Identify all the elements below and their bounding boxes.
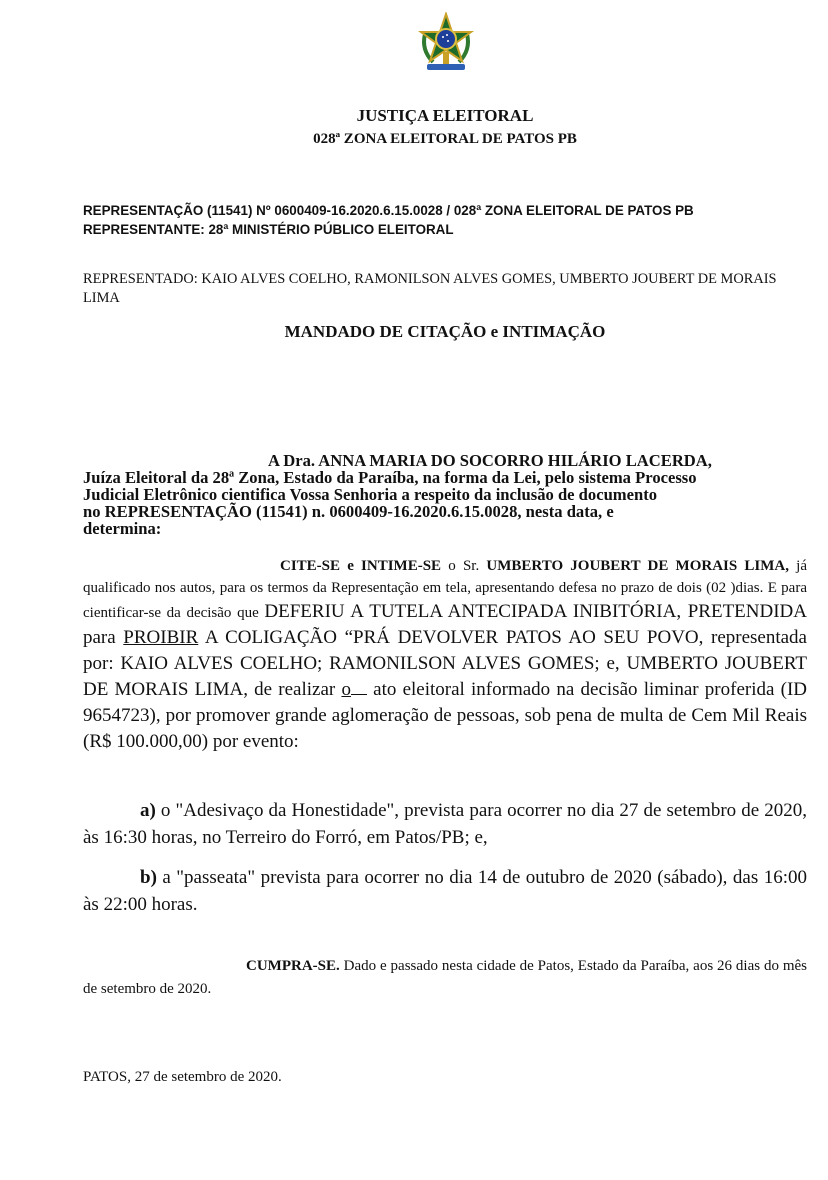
- item-a-label: a): [140, 800, 156, 821]
- process-number: REPRESENTAÇÃO (11541) Nº 0600409-16.2020.6.15.0028 / 028ª ZONA ELEITORAL DE PATOS PB: [83, 203, 694, 218]
- document-title: MANDADO DE CITAÇÃO e INTIMAÇÃO: [284, 322, 606, 341]
- citation-text-1: já qualificado nos autos, para os termos da Representação em tela, apresentando defesa no prazo de dois (02 )dias. E para cientificar-se da decisão que: [83, 558, 808, 621]
- intro-line-3: Judicial Eletrônico cientifica Vossa Senhoria a respeito da inclusão de documento: [83, 485, 658, 504]
- underline-gap: [351, 682, 367, 695]
- coat-of-arms-emblem: [413, 12, 479, 76]
- citation-sr: o Sr.: [441, 558, 487, 574]
- institution-heading: JUSTIÇA ELEITORAL: [356, 106, 534, 125]
- zone-heading: 028ª ZONA ELEITORAL DE PATOS PB: [313, 131, 577, 147]
- citation-text-2: DEFERIU A TUTELA ANTECIPADA INIBITÓRIA, PRETENDIDA para: [83, 601, 807, 648]
- closing-paragraph: [83, 955, 807, 1001]
- representado-line: REPRESENTADO: KAIO ALVES COELHO, RAMONILSON ALVES GOMES, UMBERTO JOUBERT DE MORAIS LIMA: [83, 271, 777, 306]
- item-a-text: o "Adesivaço da Honestidade", prevista para ocorrer no dia 27 de setembro de 2020, às 16:30 horas, no Terreiro do Forró, em Patos/PB; e,: [83, 800, 807, 848]
- citation-name: UMBERTO JOUBERT DE MORAIS LIMA,: [486, 558, 789, 574]
- item-b: [83, 864, 807, 918]
- intro-line-1: A Dra. ANNA MARIA DO SOCORRO HILÁRIO LACERDA,: [268, 451, 712, 470]
- closing-text: Dado e passado nesta cidade de Patos, Estado da Paraíba, aos 26 dias do mês de setembro de 2020.: [83, 958, 807, 997]
- intro-line-5: determina:: [83, 519, 162, 538]
- underlined-o: o: [341, 679, 351, 700]
- proibir-word: PROIBIR: [123, 627, 199, 648]
- item-b-label: b): [140, 867, 157, 888]
- representante-line: REPRESENTANTE: 28ª MINISTÉRIO PÚBLICO ELEITORAL: [83, 222, 454, 237]
- date-line: PATOS, 27 de setembro de 2020.: [83, 1069, 282, 1085]
- cite-command: CITE-SE e INTIME-SE: [280, 558, 442, 574]
- citation-text-4: ato eleitoral informado na decisão liminar proferida (ID 9654723), por promover grande aglomeração de pessoas, sob pena de multa de Cem Mil Reais (R$ 100.000,00) por evento:: [83, 679, 807, 752]
- cumpra-se: CUMPRA-SE.: [246, 958, 340, 974]
- citation-paragraph: [83, 556, 807, 755]
- item-a: [83, 797, 807, 851]
- intro-line-4: no REPRESENTAÇÃO (11541) n. 0600409-16.2020.6.15.0028, nesta data, e: [83, 502, 614, 521]
- intro-paragraph: [83, 452, 808, 537]
- citation-text-3: A COLIGAÇÃO “PRÁ DEVOLVER PATOS AO SEU POVO, representada por: KAIO ALVES COELHO; RAMONILSON ALVES GOMES; e, UMBERTO JOUBERT DE MORAIS LIMA, de realizar: [83, 627, 807, 700]
- intro-line-2: Juíza Eleitoral da 28ª Zona, Estado da Paraíba, na forma da Lei, pelo sistema Processo: [83, 468, 697, 487]
- item-b-text: a "passeata" prevista para ocorrer no dia 14 de outubro de 2020 (sábado), das 16:00 às 22:00 horas.: [83, 867, 807, 915]
